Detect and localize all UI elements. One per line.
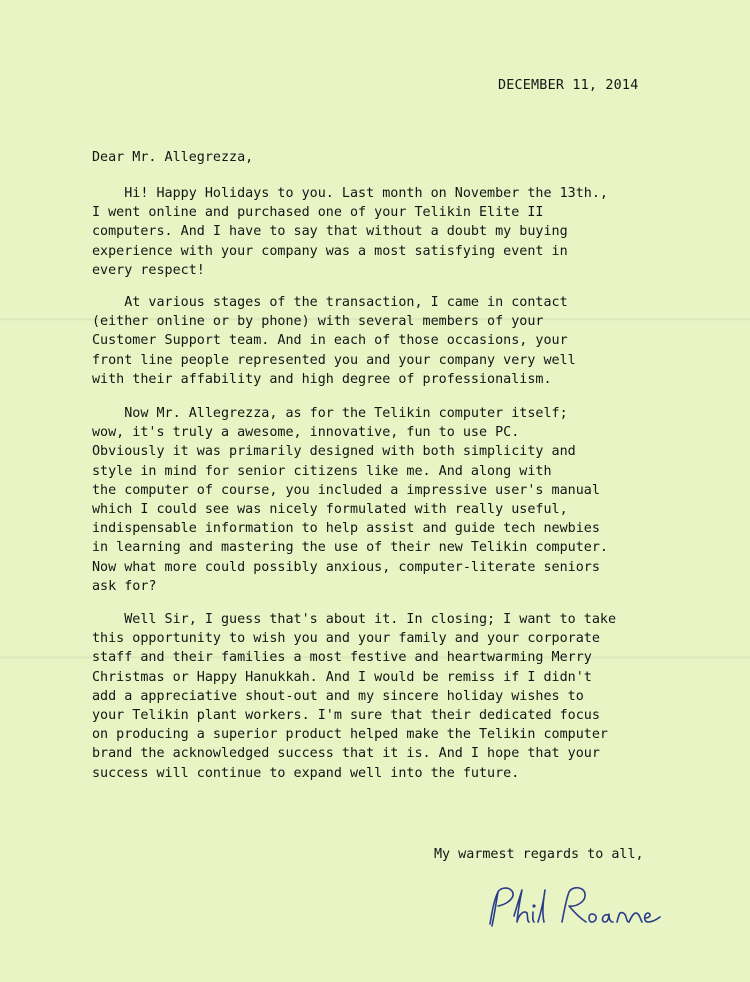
paragraph-line: success will continue to expand well into the future. [92, 765, 520, 781]
closing: My warmest regards to all, [434, 847, 644, 862]
paragraph-line: the computer of course, you included a impressive user's manual [92, 482, 600, 498]
paragraph-line: style in mind for senior citizens like me. And along with [92, 463, 552, 479]
paragraph-2 [92, 293, 692, 389]
paragraph-line: Christmas or Happy Hanukkah. And I would be remiss if I didn't [92, 669, 592, 685]
paragraph-line: Obviously it was primarily designed with both simplicity and [92, 444, 576, 460]
paragraph-line: every respect! [92, 262, 205, 278]
letter-date: DECEMBER 11, 2014 [498, 78, 639, 93]
paragraph-line: computers. And I have to say that without a doubt my buying [92, 224, 568, 240]
paragraph-line: (either online or by phone) with several members of your [92, 314, 544, 330]
paragraph-line: your Telikin plant workers. I'm sure that their dedicated focus [92, 708, 600, 724]
paragraph-line: Now what more could possibly anxious, computer-literate seniors [92, 559, 600, 575]
paragraph-4 [92, 610, 692, 783]
handwritten-signature [484, 882, 684, 942]
paragraph-line: this opportunity to wish you and your family and your corporate [92, 631, 600, 647]
paragraph-1 [92, 184, 692, 280]
paragraph-3 [92, 404, 692, 596]
paragraph-line: with their affability and high degree of professionalism. [92, 371, 552, 387]
paragraph-line: brand the acknowledged success that it is. And I hope that your [92, 746, 600, 762]
paragraph-line: front line people represented you and your company very well [92, 352, 576, 368]
paragraph-line: which I could see was nicely formulated with really useful, [92, 502, 568, 518]
salutation: Dear Mr. Allegrezza, [92, 150, 254, 165]
paragraph-line: on producing a superior product helped make the Telikin computer [92, 727, 608, 743]
paragraph-line: Now Mr. Allegrezza, as for the Telikin computer itself; [92, 406, 568, 421]
paragraph-line: At various stages of the transaction, I came in contact [92, 295, 568, 310]
paragraph-line: indispensable information to help assist and guide tech newbies [92, 521, 600, 537]
paragraph-line: ask for? [92, 578, 157, 594]
paragraph-line: staff and their families a most festive and heartwarming Merry [92, 650, 592, 666]
paragraph-line: wow, it's truly a awesome, innovative, fun to use PC. [92, 425, 520, 441]
paragraph-line: add a appreciative shout-out and my sincere holiday wishes to [92, 688, 584, 704]
paragraph-line: Customer Support team. And in each of those occasions, your [92, 333, 568, 349]
paragraph-line: Well Sir, I guess that's about it. In closing; I want to take [92, 612, 617, 627]
paragraph-line: in learning and mastering the use of their new Telikin computer. [92, 540, 608, 556]
paragraph-line: I went online and purchased one of your Telikin Elite II [92, 205, 544, 221]
paragraph-line: experience with your company was a most satisfying event in [92, 243, 568, 259]
paragraph-line: Hi! Happy Holidays to you. Last month on November the 13th., [92, 186, 608, 201]
